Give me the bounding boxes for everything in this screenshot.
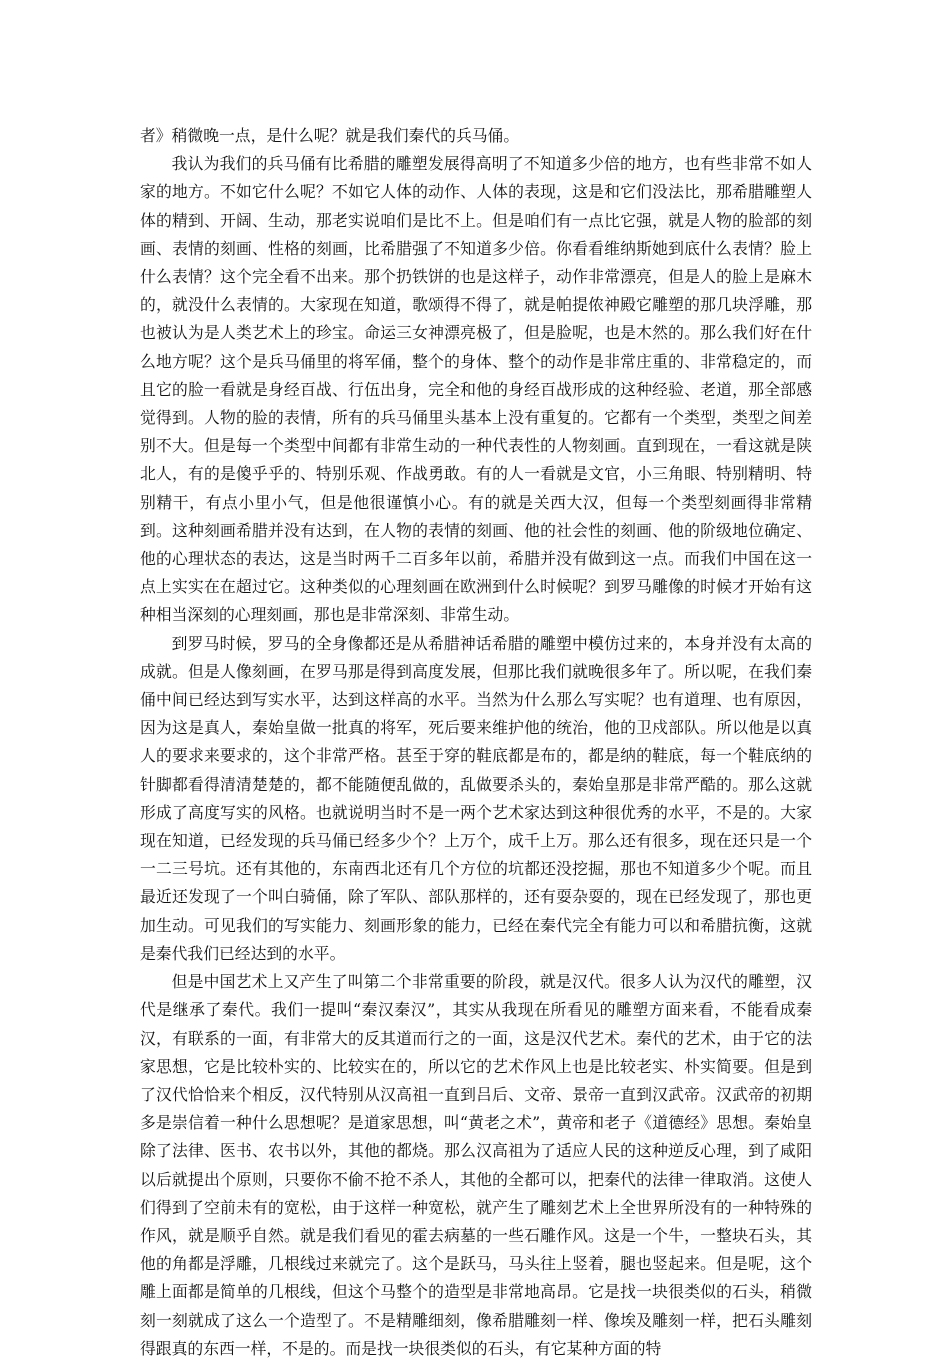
paragraph-continuation: 者》稍微晚一点，是什么呢？就是我们秦代的兵马俑。 <box>140 126 520 145</box>
body-text <box>140 122 812 1363</box>
paragraph-han-dynasty: 但是中国艺术上又产生了叫第二个非常重要的阶段，就是汉代。很多人认为汉代的雕塑，汉代是继承了秦代。我们一提叫“秦汉秦汉”，其实从我现在所看见的雕塑方面来看，不能看成秦汉，有联系的一面，有非常大的反其道而行之的一面，这是汉代艺术。秦代的艺术，由于它的法家思想，它是比较朴实的、比较实在的，所以它的艺术作风上也是比较老实、朴实简要。但是到了汉代恰恰来个相反，汉代特别从汉高祖一直到吕后、文帝、景帝一直到汉武帝。汉武帝的初期多是崇信着一种什么思想呢？是道家思想，叫“黄老之术”，黄帝和老子《道德经》思想。秦始皇除了法律、医书、农书以外，其他的都烧。那么汉高祖为了适应人民的这种逆反心理，到了咸阳以后就提出个原则，只要你不偷不抢不杀人，其他的全都可以，把秦代的法律一律取消。这使人们得到了空前未有的宽松，由于这样一种宽松，就产生了雕刻艺术上全世界所没有的一种特殊的作风，就是顺乎自然。就是我们看见的霍去病墓的一些石雕作风。这是一个牛，一整块石头，其他的角都是浮雕，几根线过来就完了。这个是跃马，马头往上竖着，腿也竖起来。但是呢，这个雕上面都是简单的几根线，但这个马整个的造型是非常地高昂。它是找一块很类似的石头，稍微刻一刻就成了这么一个造型了。不是精雕细刻，像希腊雕刻一样、像埃及雕刻一样，把石头雕刻得跟真的东西一样，不是的。而是找一块很类似的石头，有它某种方面的特 <box>140 972 812 1358</box>
paragraph-roman-realism: 到罗马时候，罗马的全身像都还是从希腊神话希腊的雕塑中模仿过来的，本身并没有太高的成就。但是人像刻画，在罗马那是得到高度发展，但那比我们就晚很多年了。所以呢，在我们秦俑中间已经达到写实水平，达到这样高的水平。当然为什么那么写实呢？也有道理、也有原因，因为这是真人，秦始皇做一批真的将军，死后要来维护他的统治，他的卫戍部队。所以他是以真人的要求来要求的，这个非常严格。甚至于穿的鞋底都是布的，都是纳的鞋底，每一个鞋底纳的针脚都看得清清楚楚的，都不能随便乱做的，乱做要杀头的，秦始皇那是非常严酷的。那么这就形成了高度写实的风格。也就说明当时不是一两个艺术家达到这种很优秀的水平，不是的。大家现在知道，已经发现的兵马俑已经多少个？上万个，成千上万。那么还有很多，现在还只是一个一二三号坑。还有其他的，东南西北还有几个方位的坑都还没挖掘，那也不知道多少个呢。而且最近还发现了一个叫白骑俑，除了军队、部队那样的，还有耍杂耍的，现在已经发现了，那也更加生动。可见我们的写实能力、刻画形象的能力，已经在秦代完全有能力可以和希腊抗衡，这就是秦代我们已经达到的水平。 <box>140 633 812 963</box>
paragraph-terracotta-comparison: 我认为我们的兵马俑有比希腊的雕塑发展得高明了不知道多少倍的地方，也有些非常不如人家的地方。不如它什么呢？不如它人体的动作、人体的表现，这是和它们没法比，那希腊雕塑人体的精到、开阔、生动，那老实说咱们是比不上。但是咱们有一点比它强，就是人物的脸部的刻画、表情的刻画、性格的刻画，比希腊强了不知道多少倍。你看看维纳斯她到底什么表情？脸上什么表情？这个完全看不出来。那个扔铁饼的也是这样子，动作非常漂亮，但是人的脸上是麻木的，就没什么表情的。大家现在知道，歌颂得不得了，就是帕提侬神殿它雕塑的那几块浮雕，那也被认为是人类艺术上的珍宝。命运三女神漂亮极了，但是脸呢，也是木然的。那么我们好在什么地方呢？这个是兵马俑里的将军俑，整个的身体、整个的动作是非常庄重的、非常稳定的，而且它的脸一看就是身经百战、行伍出身，完全和他的身经百战形成的这种经验、老道，那全部感觉得到。人物的脸的表情，所有的兵马俑里头基本上没有重复的。它都有一个类型，类型之间差别不大。但是每一个类型中间都有非常生动的一种代表性的人物刻画。直到现在，一看这就是陕北人，有的是傻乎乎的、特别乐观、作战勇敢。有的人一看就是文官，小三角眼、特别精明、特别精干，有点小里小气，但是他很谨慎小心。有的就是关西大汉，但每一个类型刻画得非常精到。这种刻画希腊并没有达到，在人物的表情的刻画、他的社会性的刻画、他的阶级地位确定、他的心理状态的表达，这是当时两千二百多年以前，希腊并没有做到这一点。而我们中国在这一点上实实在在超过它。这种类似的心理刻画在欧洲到什么时候呢？到罗马雕像的时候才开始有这种相当深刻的心理刻画，那也是非常深刻、非常生动。 <box>140 154 812 625</box>
